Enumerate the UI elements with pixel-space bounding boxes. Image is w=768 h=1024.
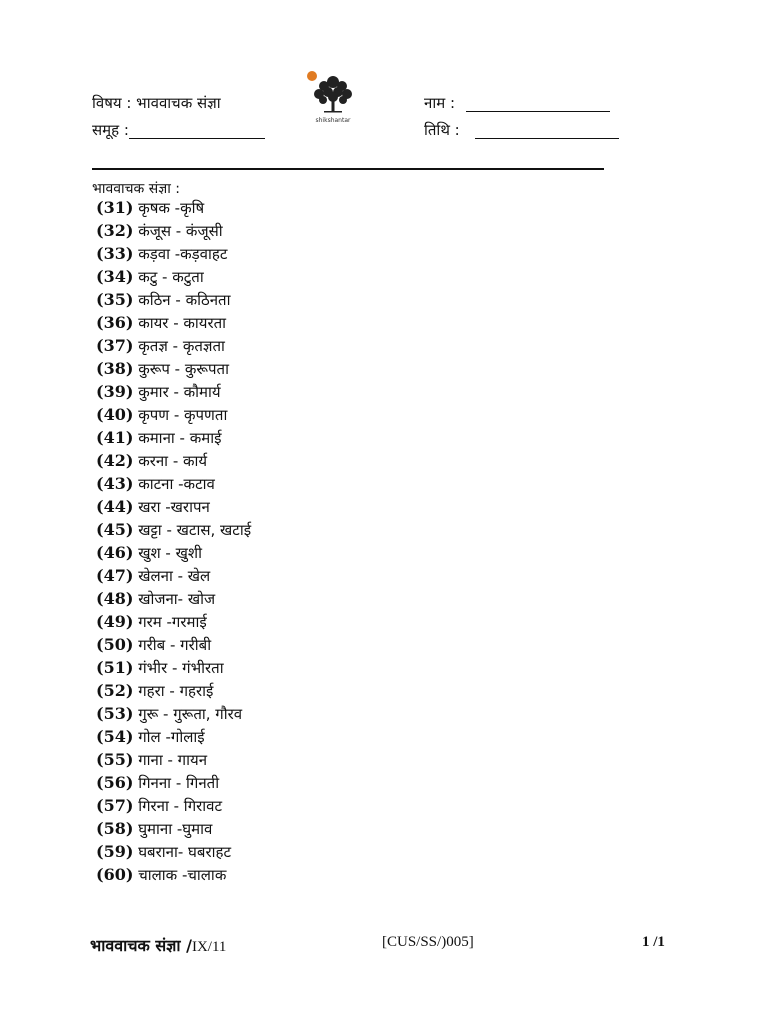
item-number: (46): [96, 543, 134, 562]
item-number: (43): [96, 474, 134, 493]
shikshantar-logo: [306, 70, 360, 128]
item-text: गाना - गायन: [138, 751, 208, 769]
list-item: [96, 334, 251, 357]
item-text: खुश - खुशी: [138, 544, 202, 562]
item-text: कंजूस - कंजूसी: [138, 222, 223, 240]
name-field: [424, 94, 610, 112]
item-number: (53): [96, 704, 134, 723]
list-item: [96, 863, 251, 886]
date-field: [424, 121, 619, 139]
item-text: कृषक -कृषि: [138, 199, 205, 217]
footer-topic: भाववाचक संज्ञा /: [90, 936, 192, 955]
footer-class-code: IX/11: [191, 939, 227, 955]
item-text: कुमार - कौमार्य: [138, 383, 221, 401]
item-text: गंभीर - गंभीरता: [138, 659, 224, 677]
list-item: [96, 495, 251, 518]
item-text: गहरा - गहराई: [138, 682, 214, 700]
logo-caption: shikshantar: [315, 117, 351, 124]
item-text: कुरूप - कुरूपता: [138, 360, 229, 378]
item-number: (59): [96, 842, 134, 861]
list-item: [96, 771, 251, 794]
item-number: (58): [96, 819, 134, 838]
group-field: [92, 121, 265, 139]
date-label: तिथि :: [424, 121, 460, 139]
item-number: (44): [96, 497, 134, 516]
list-item: [96, 679, 251, 702]
item-number: (45): [96, 520, 134, 539]
list-item: [96, 265, 251, 288]
item-number: (49): [96, 612, 134, 631]
item-number: (34): [96, 267, 134, 286]
list-item: [96, 817, 251, 840]
name-blank: [466, 97, 610, 112]
list-item: [96, 702, 251, 725]
list-item: [96, 725, 251, 748]
section-title: भाववाचक संज्ञा :: [92, 181, 180, 197]
item-number: (54): [96, 727, 134, 746]
item-number: (39): [96, 382, 134, 401]
item-text: कड़वा -कड़वाहट: [138, 245, 228, 263]
item-text: गुरू - गुरूता, गौरव: [138, 705, 243, 723]
item-text: चालाक -चालाक: [138, 866, 227, 884]
item-number: (32): [96, 221, 134, 240]
item-text: खट्टा - खटास, खटाई: [138, 521, 252, 539]
list-item: [96, 794, 251, 817]
item-text: कृतज्ञ - कृतज्ञता: [138, 337, 225, 355]
list-item: [96, 311, 251, 334]
list-item: [96, 748, 251, 771]
item-text: खेलना - खेल: [138, 567, 211, 585]
date-blank: [475, 124, 619, 139]
item-number: (56): [96, 773, 134, 792]
list-item: [96, 656, 251, 679]
item-number: (35): [96, 290, 134, 309]
item-text: काटना -कटाव: [138, 475, 215, 493]
list-item: [96, 564, 251, 587]
word-list: [96, 196, 251, 886]
item-text: घबराना- घबराहट: [138, 843, 232, 861]
item-text: गरम -गरमाई: [138, 613, 207, 631]
item-number: (37): [96, 336, 134, 355]
list-item: [96, 518, 251, 541]
list-item: [96, 288, 251, 311]
list-item: [96, 380, 251, 403]
item-text: घुमाना -घुमाव: [138, 820, 213, 838]
item-text: कृपण - कृपणता: [138, 406, 228, 424]
item-number: (47): [96, 566, 134, 585]
item-number: (38): [96, 359, 134, 378]
list-item: [96, 196, 251, 219]
item-number: (50): [96, 635, 134, 654]
item-number: (42): [96, 451, 134, 470]
item-text: गिरना - गिरावट: [138, 797, 223, 815]
list-item: [96, 633, 251, 656]
footer-page-number: 1 /1: [642, 934, 665, 950]
item-text: करना - कार्य: [138, 452, 208, 470]
item-text: गिनना - गिनती: [138, 774, 220, 792]
item-text: गरीब - गरीबी: [138, 636, 212, 654]
group-label: समूह :: [92, 121, 129, 139]
name-label: नाम :: [424, 94, 456, 112]
list-item: [96, 541, 251, 564]
item-number: (57): [96, 796, 134, 815]
list-item: [96, 403, 251, 426]
item-text: कटु - कटुता: [138, 268, 204, 286]
item-text: कमाना - कमाई: [138, 429, 222, 447]
list-item: [96, 242, 251, 265]
list-item: [96, 840, 251, 863]
list-item: [96, 587, 251, 610]
list-item: [96, 426, 251, 449]
item-text: कायर - कायरता: [138, 314, 227, 332]
list-item: [96, 357, 251, 380]
subject-label: विषय : भाववाचक संज्ञा: [92, 94, 221, 112]
item-number: (40): [96, 405, 134, 424]
item-number: (60): [96, 865, 134, 884]
item-number: (52): [96, 681, 134, 700]
item-number: (51): [96, 658, 134, 677]
item-number: (55): [96, 750, 134, 769]
list-item: [96, 472, 251, 495]
item-text: गोल -गोलाई: [138, 728, 205, 746]
item-number: (31): [96, 198, 134, 217]
item-text: खोजना- खोज: [138, 590, 216, 608]
item-number: (36): [96, 313, 134, 332]
item-text: कठिन - कठिनता: [138, 291, 231, 309]
footer-title: [90, 934, 226, 956]
group-blank: [129, 124, 265, 139]
header-divider: [92, 168, 604, 170]
list-item: [96, 610, 251, 633]
item-number: (41): [96, 428, 134, 447]
list-item: [96, 449, 251, 472]
list-item: [96, 219, 251, 242]
item-text: खरा -खरापन: [138, 498, 210, 516]
item-number: (33): [96, 244, 134, 263]
footer-doc-code: [CUS/SS/)005]: [382, 934, 474, 950]
item-number: (48): [96, 589, 134, 608]
